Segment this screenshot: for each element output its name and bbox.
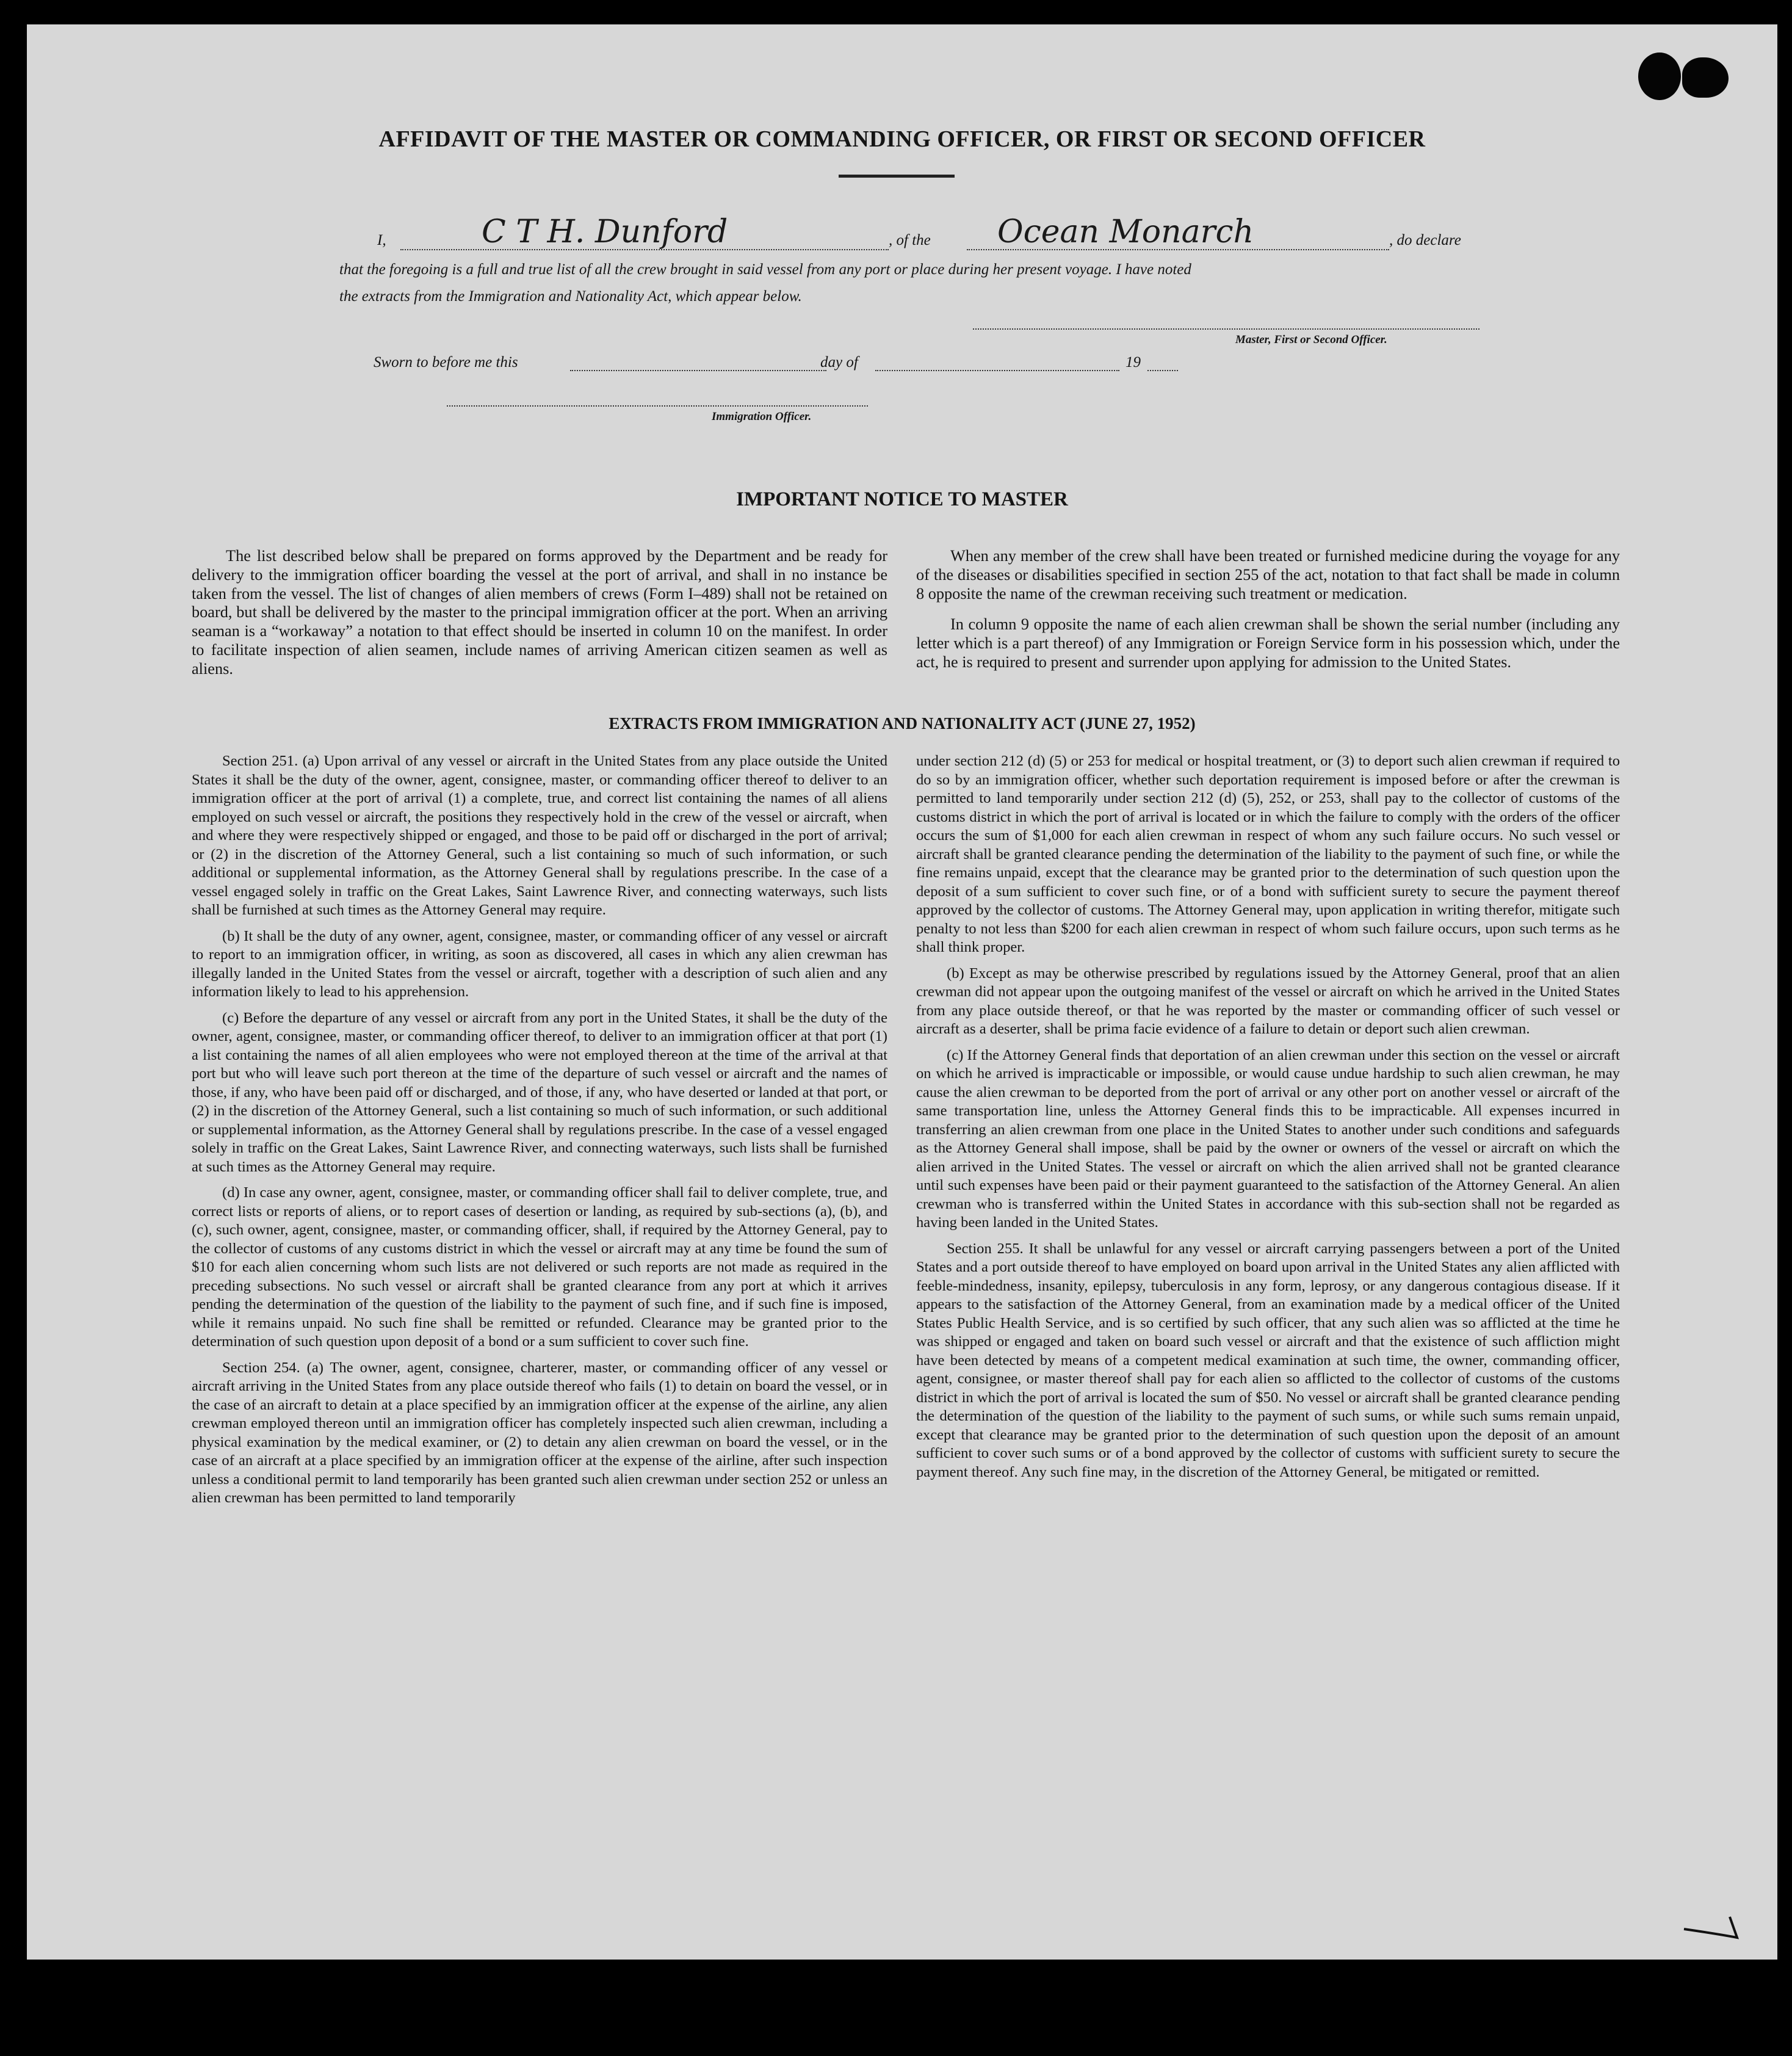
sworn-month-line (875, 370, 1119, 371)
sworn-year-line (1147, 370, 1178, 371)
declare-label: , do declare (1389, 232, 1461, 248)
of-the-label: , of the (889, 232, 931, 248)
master-signature-line (973, 328, 1479, 330)
section-254-a-continued: under section 212 (d) (5) or 253 for medical or hospital treatment, or (3) to deport such alien crewman if required to do so by an immigration officer, whether such deportation requirement is imposed before or after the crewman is permitted to land temporarily under section 212 (d) (5), 252, or 253, shall pay to the collector of customs of the customs district in which the port of arrival is located or in which the failure to comply with the orders of the officer occurs the sum of $1,000 for each alien crewman in respect of whom any such failure occurs. No such vessel or aircraft shall be granted clearance pending the determination of the liability to the payment of such fine, or while the fine remains unpaid, except that the clearance may be granted prior to the determination of such question upon the deposit of a sum sufficient to cover such fine, or of a bond with sufficient surety to secure the payment thereof approved by the collector of customs. The Attorney General may, upon application in writing therefor, mitigate such penalty to not less than $200 for each alien crewman in respect of whom such failure occurs, upon such terms as he shall think proper. (916, 753, 1620, 955)
immigration-officer-signature-line (447, 405, 868, 407)
i-label: I, (377, 232, 386, 248)
title-divider (839, 175, 955, 178)
extracts-right-column (916, 752, 1620, 1489)
affidavit-title: AFFIDAVIT OF THE MASTER OR COMMANDING OFFICER, OR FIRST OR SECOND OFFICER (378, 126, 1426, 152)
section-251-a: Section 251. (a) Upon arrival of any vessel or aircraft in the United States from any place outside the United States it shall be the duty of the owner, agent, consignee, master, or commanding officer thereof to deliver to an immigration officer at the port of arrival (1) a complete, true, and correct list containing the names of all aliens employed on such vessel or aircraft, the positions they respectively hold in the crew of the vessel or aircraft, when and where they were respectively shipped or engaged, and those to be paid off or discharged in the port of arrival; or (2) in the discretion of the Attorney General, such a list containing so much of such information, or such additional or supplemental information, as the Attorney General shall by regulations prescribe. In the case of a vessel engaged solely in traffic on the Great Lakes, Saint Lawrence River, and connecting waterways, such lists shall be furnished at such times as the Attorney General may require. (192, 753, 887, 918)
section-251-d: (d) In case any owner, agent, consignee, master, or commanding officer shall fail to deliver complete, true, and correct lists or reports of aliens, or to report cases of desertion or landing, as required by sub-sections (a), (b), and (c), such owner, agent, consignee, master, or commanding officer, shall, if required by the Attorney General, pay to the collector of customs of any customs district in which the vessel or aircraft may at any time be found the sum of $10 for each alien concerning whom such lists are not delivered or such reports are not made as required in the preceding subsections. No such vessel or aircraft shall be granted clearance from any port at which it arrives pending the determination of the question of the liability to the payment of such fine, and if such fine is imposed, while it remains unpaid. No such fine shall be remitted or refunded. Clearance may be granted prior to the determination of such question upon deposit of a bond or a sum sufficient to cover such fine. (192, 1184, 887, 1350)
section-255: Section 255. It shall be unlawful for any vessel or aircraft carrying passengers between a port of the United States and a port outside thereof to have employed on board upon arrival in the United States any alien afflicted with feeble-mindedness, insanity, epilepsy, tuberculosis in any form, leprosy, or any dangerous contagious disease. If it appears to the satisfaction of the Attorney General, from an examination made by a medical officer of the United States Public Health Service, and is so certified by such officer, that any such alien was so afflicted at the time he was shipped or engaged and taken on board such vessel or aircraft and that the existence of such affliction might have been detected by means of a competent medical examination at such time, the owner, commanding officer, agent, consignee, or master thereof shall pay for each alien so afflicted to the collector of customs of the customs district in which the port of arrival is located the sum of $50. No vessel or aircraft shall be granted clearance pending the determination of the question of the liability to the payment of such sums, or while such sums remain unpaid, except that clearance may be granted prior to the determination of such question upon the deposit of an amount sufficient to cover such sums or of a bond approved by the collector of customs with sufficient surety to secure the payment thereof. Any such fine may, in the discretion of the Attorney General, be mitigated or remitted. (916, 1240, 1620, 1480)
sworn-day-line (570, 370, 826, 371)
master-caption: Master, First or Second Officer. (1235, 333, 1387, 346)
vessel-name-handwritten: Ocean Monarch (997, 214, 1254, 250)
check-mark-icon (1681, 1911, 1748, 1947)
section-254-b: (b) Except as may be otherwise prescribed by regulations issued by the Attorney General, proof that an alien crewman did not appear upon the outgoing manifest of the vessel or aircraft on which he arrived in the United States from any place outside thereof, or that he was reported by the master or commanding officer of such vessel or aircraft as a deserter, shall be prima facie evidence of a failure to detain or deport such alien crewman. (916, 965, 1620, 1037)
affidavit-statement-line1: that the foregoing is a full and true list of all the crew brought in said vessel from any port or place during her present voyage. I have noted (339, 261, 1191, 278)
notice-left-column (192, 547, 887, 679)
section-251-c: (c) Before the departure of any vessel or aircraft from any port in the United States, it shall be the duty of the owner, agent, consignee, master, or commanding officer thereof, to deliver to an immigration officer at that port (1) a list containing the names of all alien employees who were not employed thereon at the time of the arrival at that port but who will leave such port thereon at the time of the departure of such vessel or aircraft and the names of those, if any, who have been paid off or discharged, and of those, if any, who have deserted or landed at that port, or (2) in the discretion of the Attorney General, such a list containing so much of such information, or such additional or supplemental information, as the Attorney General shall by regulations prescribe. In the case of a vessel engaged solely in traffic on the Great Lakes, Saint Lawrence River, and connecting waterways, such lists shall be furnished at such times as the Attorney General may require. (192, 1009, 887, 1175)
document-page (27, 24, 1777, 1960)
notice-right-paragraph-2: In column 9 opposite the name of each alien crewman shall be shown the serial number (including any letter which is a part thereof) of any Immigration or Foreign Service form in his possession which, under the act, he is required to present and surrender upon applying for admission to the United States. (916, 615, 1620, 671)
notice-right-paragraph-1: When any member of the crew shall have been treated or furnished medicine during the voyage for any of the diseases or disabilities specified in section 255 of the act, notation to that fact shall be made in column 8 opposite the name of the crewman receiving such treatment or medication. (916, 547, 1620, 603)
notice-left-paragraph: The list described below shall be prepared on forms approved by the Department and be ready for delivery to the immigration officer boarding the vessel at the port of arrival, and shall in no instance be taken from the vessel. The list of changes of alien members of crews (Form I–489) shall not be retained on board, but shall be delivered by the master to the principal immigration officer at the port. When an arriving seaman is a “workaway” a notation to that effect should be inserted in column 10 on the manifest. In order to facilitate inspection of alien seamen, include names of arriving American citizen seamen as well as aliens. (192, 547, 887, 678)
notice-title: IMPORTANT NOTICE TO MASTER (736, 488, 1068, 510)
ink-blot (1638, 52, 1681, 100)
section-254-c: (c) If the Attorney General finds that deportation of an alien crewman under this section on the vessel or aircraft on which he arrived is impracticable or impossible, or would cause undue hardship to such alien crewman, he may cause the alien crewman to be deported from the port of arrival or any other port on another vessel or aircraft of the same transportation line, unless the Attorney General finds this to be impracticable. All expenses incurred in transferring an alien crewman from one place in the United States to another under such conditions and safeguards as the Attorney General shall impose, shall be paid by the owner or owners of the vessel or aircraft on which the alien arrived in the United States. The vessel or aircraft on which the alien arrived shall not be granted clearance until such expenses have been paid or their payment guaranteed to the satisfaction of the Attorney General. An alien crewman who is transferred within the United States in accordance with this sub-section shall not be regarded as having been landed in the United States. (916, 1046, 1620, 1231)
immigration-officer-caption: Immigration Officer. (712, 410, 812, 423)
day-of-label: day of (820, 354, 858, 371)
affidavit-statement-line2: the extracts from the Immigration and Nationality Act, which appear below. (339, 288, 802, 305)
ink-blot (1682, 57, 1729, 98)
year-label: 19 (1125, 354, 1141, 371)
notice-right-column (916, 547, 1620, 672)
sworn-label: Sworn to before me this (374, 354, 518, 371)
extracts-left-column (192, 752, 887, 1515)
extracts-heading: EXTRACTS FROM IMMIGRATION AND NATIONALITY ACT (JUNE 27, 1952) (609, 714, 1196, 733)
section-251-b: (b) It shall be the duty of any owner, agent, consignee, master, or commanding officer of any vessel or aircraft to report to an immigration officer, in writing, as soon as discovered, all cases in which any alien crewman has illegally landed in the United States from the vessel or aircraft, together with a description of such alien and any information likely to lead to his apprehension. (192, 927, 887, 1000)
section-254-a: Section 254. (a) The owner, agent, consignee, charterer, master, or commanding officer of any vessel or aircraft arriving in the United States from any place outside thereof who fails (1) to detain on board the vessel, or in the case of an aircraft to detain at a place specified by an immigration officer at the expense of the airline, any alien crewman employed thereon until an immigration officer has completely inspected such alien crewman, including a physical examination by the medical examiner, or (2) to detain any alien crewman on board the vessel, or in the case of an aircraft at a place specified by an immigration officer at the expense of the airline, after such inspection unless a conditional permit to land temporarily has been granted such alien crewman under section 252 or unless an alien crewman has been permitted to land temporarily (192, 1359, 887, 1506)
officer-name-handwritten: C T H. Dunford (482, 214, 728, 250)
